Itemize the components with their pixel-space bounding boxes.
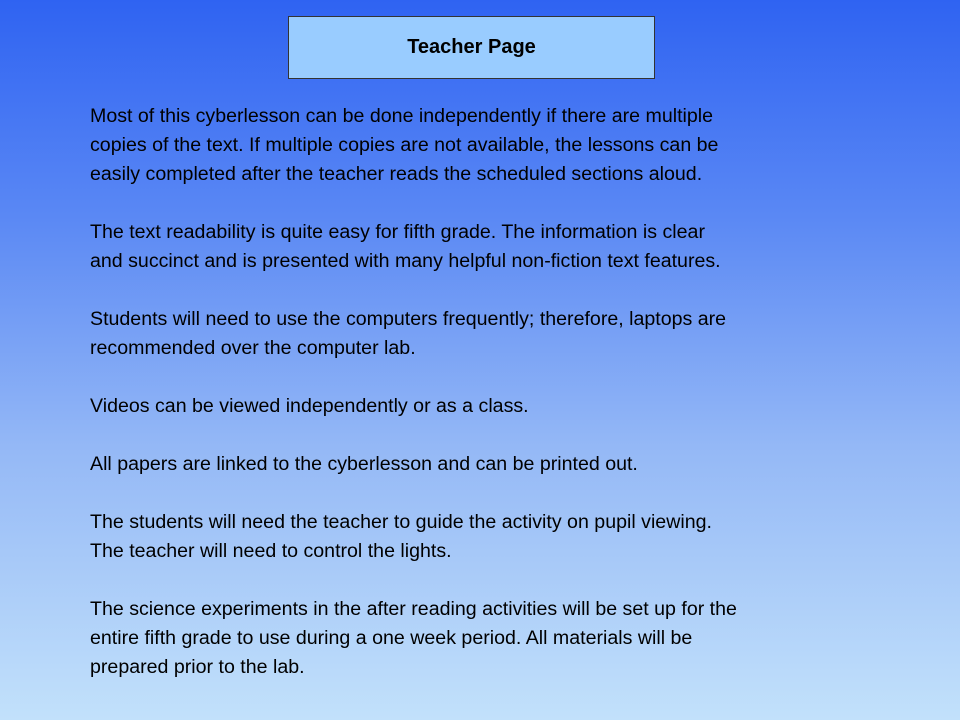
title-box bbox=[288, 16, 655, 79]
paragraph-science-experiments: The science experiments in the after reading activities will be set up for the entire fifth grade to use during a one week period. All materials will be prepared prior to the lab. bbox=[90, 598, 737, 678]
paragraph-computers: Students will need to use the computers frequently; therefore, laptops are recommended over the computer lab. bbox=[90, 308, 727, 359]
paragraph-videos: Videos can be viewed independently or as a class. bbox=[90, 395, 529, 417]
body-text bbox=[90, 102, 910, 682]
paragraph-independent-work: Most of this cyberlesson can be done independently if there are multiple copies of the text. If multiple copies are not available, the lessons can be easily completed after the teacher reads the scheduled sections aloud. bbox=[90, 105, 719, 185]
page-title: Teacher Page bbox=[407, 36, 536, 58]
paragraph-pupil-viewing: The students will need the teacher to guide the activity on pupil viewing. The teacher will need to control the lights. bbox=[90, 511, 712, 562]
paragraph-papers: All papers are linked to the cyberlesson and can be printed out. bbox=[90, 453, 638, 475]
paragraph-readability: The text readability is quite easy for fifth grade. The information is clear and succinct and is presented with many helpful non-fiction text features. bbox=[90, 221, 721, 272]
